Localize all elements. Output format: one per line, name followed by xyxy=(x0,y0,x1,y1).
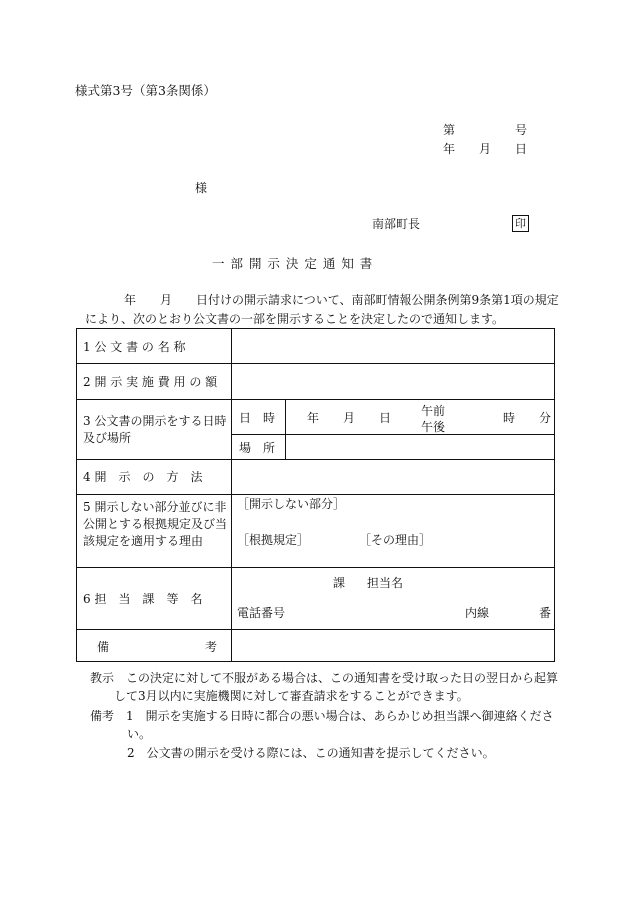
remark-2: 2 公文書の開示を受ける際には、この通知書を提示してください。 xyxy=(127,746,495,760)
cost-field[interactable] xyxy=(237,369,547,393)
row-divider xyxy=(77,459,554,460)
datetime-date: 年 月 日 xyxy=(307,411,392,425)
remarks-label-a: 備 xyxy=(97,640,110,654)
number-unit: 番 xyxy=(539,606,552,620)
row-divider xyxy=(77,363,554,364)
extension-label: 内線 xyxy=(465,606,490,620)
intro-line-1: 年 月 日付けの開示請求について、南部町情報公開条例第9条第1項の規定 xyxy=(124,293,559,307)
undisclosed-part-label: ［開示しない部分］ xyxy=(237,497,346,511)
row-divider xyxy=(77,567,554,568)
place-label: 場 所 xyxy=(239,441,276,455)
phone-label: 電話番号 xyxy=(237,606,286,620)
pm-option: 午後 xyxy=(421,420,446,434)
remark-1-line-1: 備考 1 開示を実施する日時に都合の悪い場合は、あらかじめ担当課へ御連絡くださ xyxy=(90,709,554,723)
row-divider xyxy=(77,629,554,630)
row6-label: 6 担 当 課 等 名 xyxy=(83,592,203,606)
person-in-charge-label: 担当名 xyxy=(367,576,404,590)
column-divider xyxy=(285,399,286,459)
row4-label: 4 開 示 の 方 法 xyxy=(83,470,203,484)
decision-table xyxy=(76,328,555,662)
row-divider xyxy=(232,434,554,435)
minute-unit: 分 xyxy=(539,411,552,425)
section-unit: 課 xyxy=(333,576,346,590)
remark-1-line-2: い。 xyxy=(127,727,152,741)
seal-stamp: 印 xyxy=(512,215,529,232)
column-divider xyxy=(231,329,232,661)
document-title: 一 部 開 示 決 定 通 知 書 xyxy=(212,256,374,271)
document-number: 第 号 xyxy=(443,123,528,137)
row5-label: 5 開示しない部分並びに非公開とする根拠規定及び当該規定を適用する理由 xyxy=(83,500,228,548)
reason-label: ［その理由］ xyxy=(359,533,432,547)
remarks-label-b: 考 xyxy=(205,640,218,654)
row3-label: 3 公文書の開示をする日時及び場所 xyxy=(83,414,227,445)
method-field[interactable] xyxy=(237,464,547,488)
instruction-line-1: 教示 この決定に対して不服がある場合は、この通知書を受け取った日の翌日から起算 xyxy=(90,671,559,685)
document-name-field[interactable] xyxy=(237,334,547,358)
remarks-field[interactable] xyxy=(237,634,547,658)
am-option: 午前 xyxy=(421,404,446,418)
row-divider xyxy=(77,399,554,400)
row-divider xyxy=(77,494,554,495)
issuer: 南部町長 xyxy=(372,217,421,231)
document-date: 年 月 日 xyxy=(443,142,528,156)
row1-label: 1 公 文 書 の 名 称 xyxy=(83,340,186,354)
hour-unit: 時 xyxy=(503,411,516,425)
intro-line-2: により、次のとおり公文書の一部を開示することを決定したので通知します。 xyxy=(85,312,505,326)
instruction-line-2: して3月以内に実施機関に対して審査請求をすることができます。 xyxy=(114,689,469,703)
place-field[interactable] xyxy=(291,438,547,456)
datetime-label: 日 時 xyxy=(239,411,276,425)
basis-label: ［根拠規定］ xyxy=(237,533,310,547)
addressee: 様 xyxy=(195,181,208,195)
form-number: 様式第3号（第3条関係） xyxy=(75,83,216,98)
row2-label: 2 開 示 実 施 費 用 の 額 xyxy=(83,375,218,389)
